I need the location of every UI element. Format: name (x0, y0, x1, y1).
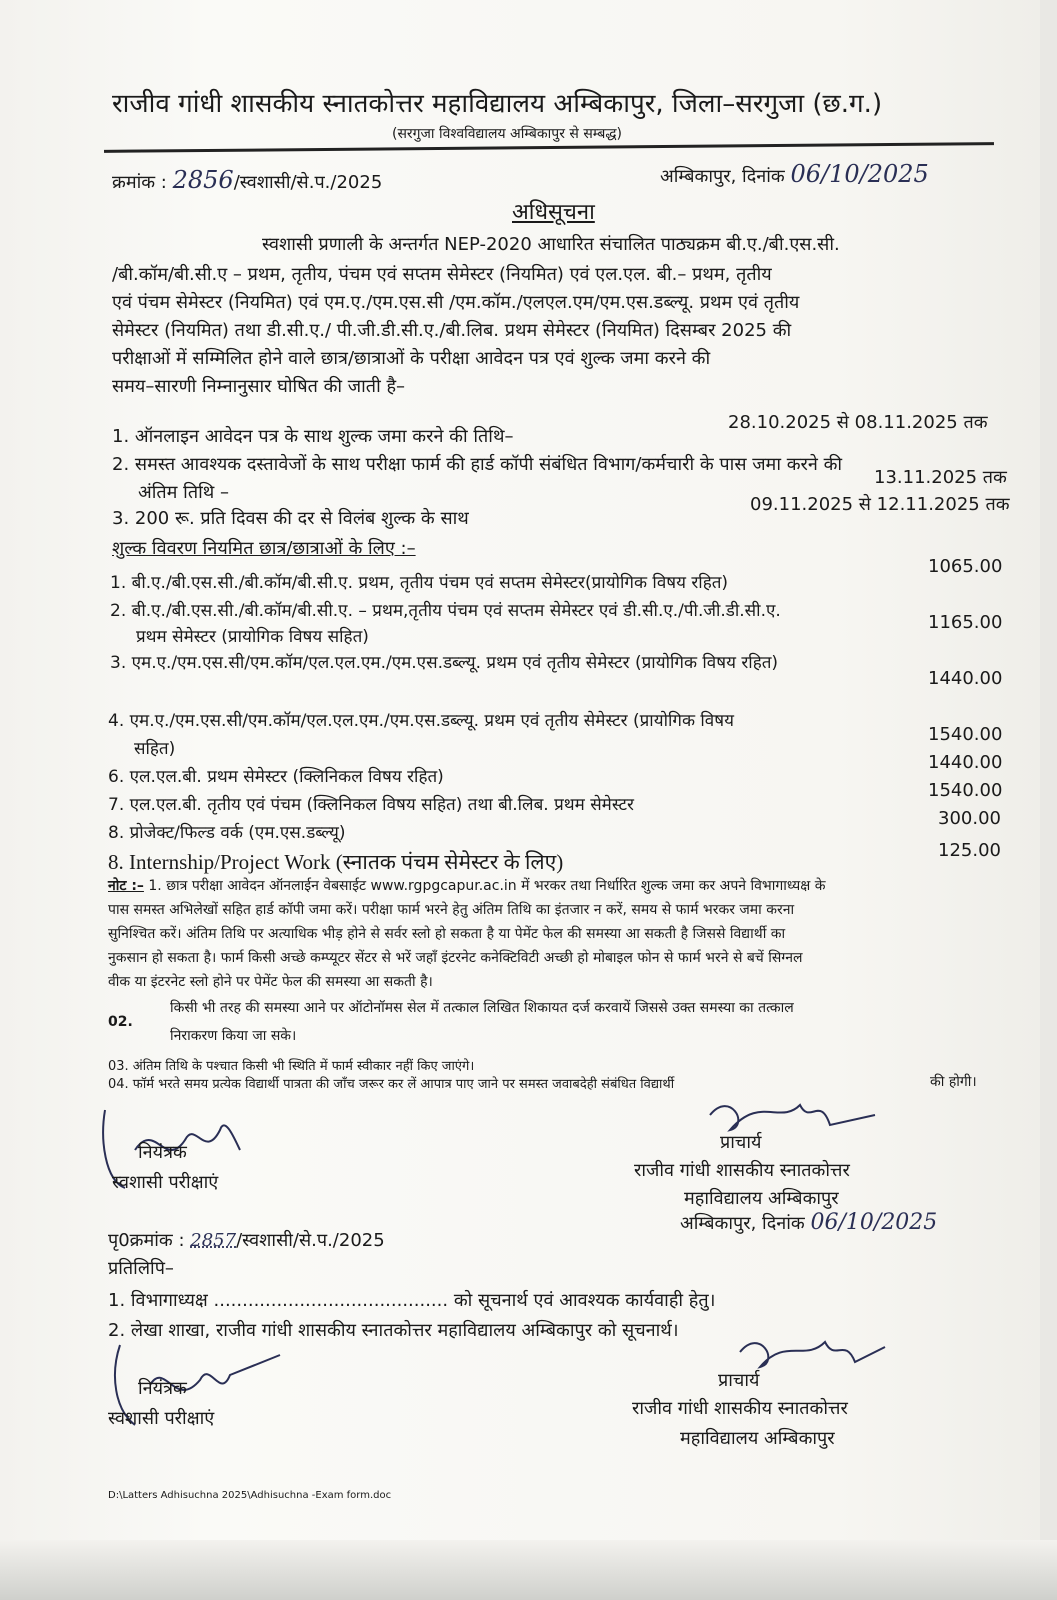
ref-number: 2856 (172, 166, 234, 194)
fee-amount: 1440.00 (928, 668, 1003, 689)
fee-amount: 125.00 (938, 840, 1001, 861)
principal-org-line: राजीव गांधी शासकीय स्नातकोत्तर (632, 1398, 848, 1419)
schedule-item: 1. ऑनलाइन आवेदन पत्र के साथ शुल्क जमा करने की तिथि– (112, 426, 514, 447)
principal-org-line: महाविद्यालय अम्बिकापुर (684, 1188, 839, 1209)
college-title: राजीव गांधी शासकीय स्नातकोत्तर महाविद्यालय अम्बिकापुर, जिला–सरगुजा (छ.ग.) (112, 89, 883, 119)
note-3: 03. अंतिम तिथि के पश्चात किसी भी स्थिति में फार्म स्वीकार नहीं किए जाएंगे। (108, 1059, 475, 1074)
note-line: पास समस्त अभिलेखों सहित हार्ड कॉपी जमा करें। परीक्षा फार्म भरने हेतु अंतिम तिथि का इंतजार न करें, समय से फार्म भरकर जमा करना (108, 902, 795, 918)
fee-item-cont: प्रथम सेमेस्टर (प्रायोगिक विषय सहित) (136, 627, 369, 647)
fee-heading: शुल्क विवरण नियमित छात्र/छात्राओं के लिए :– (112, 538, 416, 559)
date-value: 06/10/2025 (810, 1210, 938, 1235)
file-path-footer: D:\Latters Adhisuchna 2025\Adhisuchna -Exam form.doc (108, 1490, 392, 1501)
copy-item: 1. विभागाध्यक्ष ......................................... को सूचनार्थ एवं आवश्यक कार्यवाही हेतु। (108, 1290, 716, 1311)
controller-title: नियंत्रक (138, 1378, 187, 1399)
intro-line: सेमेस्टर (नियमित) तथा डी.सी.ए./ पी.जी.डी.सी.ए./बी.लिब. प्रथम सेमेस्टर (नियमित) दिसम्बर 2025 की (112, 320, 792, 341)
schedule-item: 2. समस्त आवश्यक दस्तावेजों के साथ परीक्षा फार्म की हार्ड कॉपी संबंधित विभाग/कर्मचारी के पास जमा करने की (112, 454, 843, 475)
note-line: सुनिश्चित करें। अंतिम तिथि पर अत्याधिक भीड़ होने से सर्वर स्लो हो सकता है या पेमेंट फेल की समस्या आ सकती है जिससे विद्यार्थी का (108, 926, 786, 942)
schedule-item-cont: अंतिम तिथि – (138, 482, 229, 503)
date-value: 06/10/2025 (790, 160, 929, 188)
fee-item: 6. एल.एल.बी. प्रथम सेमेस्टर (क्लिनिकल विषय रहित) (108, 767, 444, 787)
note-line: 1. छात्र परीक्षा आवेदन ऑनलाईन वेबसाईट www.rgpgcapur.ac.in में भरकर तथा निर्धारित शुल्क जमा कर अपने विभागाध्यक्ष के (148, 878, 826, 894)
schedule-item: 3. 200 रू. प्रति दिवस की दर से विलंब शुल्क के साथ (112, 508, 469, 529)
copy-item: 2. लेखा शाखा, राजीव गांधी शासकीय स्नातकोत्तर महाविद्यालय अम्बिकापुर को सूचनार्थ। (108, 1320, 679, 1341)
fee-amount: 1540.00 (928, 724, 1003, 745)
notice-title: अधिसूचना (512, 200, 595, 225)
fee-item: 1. बी.ए./बी.एस.सी./बी.कॉम/बी.सी.ए. प्रथम, तृतीय पंचम एवं सप्तम सेमेस्टर(प्रायोगिक विषय रहित) (110, 573, 729, 593)
date-label: अम्बिकापुर, दिनांक (660, 166, 785, 187)
fee-amount: 1065.00 (928, 556, 1003, 577)
intro-line: समय–सारणी निम्नानुसार घोषित की जाती है– (112, 376, 406, 397)
note-line: वीक या इंटरनेट स्लो होने पर पेमेंट फेल की समस्या आ सकती है। (108, 974, 433, 990)
note-line: किसी भी तरह की समस्या आने पर ऑटोनॉमस सेल में तत्काल लिखित शिकायत दर्ज करवायें जिससे उक्त समस्या का तत्काल (170, 1000, 794, 1016)
fee-item: 4. एम.ए./एम.एस.सी/एम.कॉम/एल.एल.एम./एम.एस.डब्ल्यू. प्रथम एवं तृतीय सेमेस्टर (प्रायोगिक विषय (108, 711, 734, 731)
note-4-end: की होगी। (930, 1074, 977, 1090)
note-line: निराकरण किया जा सके। (170, 1028, 297, 1044)
copy-reference (108, 1228, 385, 1252)
controller-office: स्वशासी परीक्षाएं (112, 1172, 219, 1193)
fee-item: 3. एम.ए./एम.एस.सी/एम.कॉम/एल.एल.एम./एम.एस.डब्ल्यू. प्रथम एवं तृतीय सेमेस्टर (प्रायोगिक विषय रहित) (110, 653, 779, 673)
schedule-date: 09.11.2025 से 12.11.2025 तक (750, 494, 1010, 515)
reference-line (112, 166, 382, 194)
intro-line: एवं पंचम सेमेस्टर (नियमित) एवं एम.ए./एम.एस.सी /एम.कॉम./एलएल.एम/एम.एस.डब्ल्यू. प्रथम एवं तृतीय (112, 292, 800, 313)
place-date (660, 160, 929, 188)
copy-heading: प्रतिलिपि– (108, 1258, 174, 1279)
principal-signature-2 (730, 1322, 890, 1372)
fee-item: 2. बी.ए./बी.एस.सी./बी.कॉम/बी.सी.ए. – प्रथम,तृतीय पंचम एवं सप्तम सेमेस्टर एवं डी.सी.ए./पी.जी.डी.सी.ए. (110, 601, 781, 621)
note-2-number: 02. (108, 1014, 133, 1030)
ref-label: क्रमांक : (112, 172, 167, 193)
intro-line: स्वशासी प्रणाली के अन्तर्गत NEP-2020 आधारित संचालित पाठ्यक्रम बी.ए./बी.एस.सी. (262, 234, 840, 255)
fee-amount: 300.00 (938, 808, 1001, 829)
principal-org-line: राजीव गांधी शासकीय स्नातकोत्तर (634, 1160, 850, 1181)
principal-org-line: महाविद्यालय अम्बिकापुर (680, 1428, 835, 1449)
fee-item: 7. एल.एल.बी. तृतीय एवं पंचम (क्लिनिकल विषय सहित) तथा बी.लिब. प्रथम सेमेस्टर (108, 795, 634, 815)
fee-item: 8. प्रोजेक्ट/फिल्ड वर्क (एम.एस.डब्ल्यू) (108, 823, 346, 843)
note-label: नोट :– (108, 878, 144, 894)
intro-line: परीक्षाओं में सम्मिलित होने वाले छात्र/छात्राओं के परीक्षा आवेदन पत्र एवं शुल्क जमा करने की (112, 348, 711, 369)
schedule-date: 13.11.2025 तक (874, 467, 1007, 488)
controller-title: नियंत्रक (138, 1142, 187, 1163)
principal-title: प्राचार्य (718, 1370, 760, 1391)
date-label: अम्बिकापुर, दिनांक (680, 1213, 805, 1234)
fee-item-cont: सहित) (134, 739, 176, 759)
fee-amount: 1540.00 (928, 780, 1003, 801)
copy-place-date (680, 1210, 937, 1235)
note-1 (108, 876, 826, 895)
page-bottom-shadow (0, 1540, 1057, 1600)
intro-line: /बी.कॉम/बी.सी.ए – प्रथम, तृतीय, पंचम एवं सप्तम सेमेस्टर (नियमित) एवं एल.एल. बी.– प्रथम, तृतीय (112, 264, 772, 285)
header-rule (104, 142, 994, 153)
principal-title: प्राचार्य (720, 1132, 762, 1153)
fee-amount: 1165.00 (928, 612, 1003, 633)
note-line: नुकसान हो सकता है। फार्म किसी अच्छे कम्प्यूटर सेंटर से भरें जहाँ इंटरनेट कनेक्टिविटी अच्छी हो मोबाइल फोन से फार्म भरने से बचें सिग्नल (108, 950, 803, 966)
ref-suffix: /स्वशासी/से.प./2025 (236, 1230, 385, 1251)
controller-office: स्वशासी परीक्षाएं (108, 1408, 215, 1429)
ref-label: पृ0क्रमांक : (108, 1230, 185, 1251)
ref-suffix: /स्वशासी/से.प./2025 (233, 172, 383, 193)
affiliation-subtitle: (सरगुजा विश्वविद्यालय अम्बिकापुर से सम्बद्ध) (392, 126, 623, 142)
fee-amount: 1440.00 (928, 752, 1003, 773)
ref-number: 2857 (190, 1230, 237, 1251)
note-4: 04. फॉर्म भरते समय प्रत्येक विद्यार्थी पात्रता की जाँच जरूर कर लें आपात्र पाए जाने पर समस्त जवाबदेही संबंधित विद्यार्थी (108, 1077, 675, 1092)
principal-signature (700, 1085, 880, 1135)
schedule-date: 28.10.2025 से 08.11.2025 तक (728, 412, 988, 433)
fee-item: 8. Internship/Project Work (स्नातक पंचम सेमेस्टर के लिए) (108, 850, 564, 874)
